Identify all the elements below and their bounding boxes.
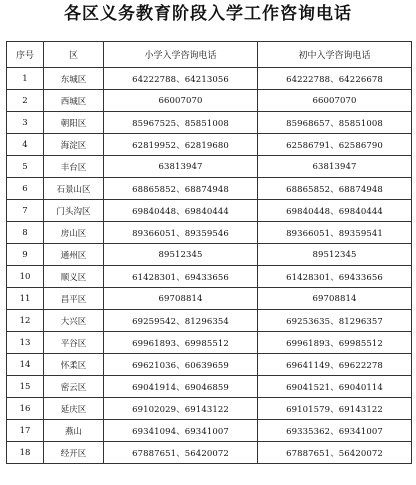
table-row	[7, 112, 412, 134]
table-row	[7, 200, 412, 222]
junior-school-phone: 69253635、81296357	[258, 310, 412, 332]
row-number: 17	[7, 420, 44, 442]
junior-school-phone: 69041521、69040114	[258, 376, 412, 398]
column-header-number: 序号	[7, 42, 44, 68]
primary-school-phone: 69341094、69341007	[104, 420, 258, 442]
junior-school-phone: 68865852、68874948	[258, 178, 412, 200]
junior-school-phone: 69101579、69143122	[258, 398, 412, 420]
table-row	[7, 156, 412, 178]
district-name: 密云区	[44, 376, 104, 398]
junior-school-phone: 69840448、69840444	[258, 200, 412, 222]
primary-school-phone: 63813947	[104, 156, 258, 178]
table-row	[7, 398, 412, 420]
primary-school-phone: 68865852、68874948	[104, 178, 258, 200]
row-number: 12	[7, 310, 44, 332]
row-number: 14	[7, 354, 44, 376]
table-row	[7, 90, 412, 112]
table-row	[7, 332, 412, 354]
junior-school-phone: 66007070	[258, 90, 412, 112]
district-name: 西城区	[44, 90, 104, 112]
table-row	[7, 266, 412, 288]
row-number: 9	[7, 244, 44, 266]
primary-school-phone: 62819952、62819680	[104, 134, 258, 156]
primary-school-phone: 69041914、69046859	[104, 376, 258, 398]
junior-school-phone: 61428301、69433656	[258, 266, 412, 288]
district-name: 东城区	[44, 68, 104, 90]
row-number: 6	[7, 178, 44, 200]
page-title: 各区义务教育阶段入学工作咨询电话	[64, 4, 352, 24]
row-number: 13	[7, 332, 44, 354]
primary-school-phone: 89366051、89359546	[104, 222, 258, 244]
district-name: 燕山	[44, 420, 104, 442]
district-name: 经开区	[44, 442, 104, 464]
district-name: 怀柔区	[44, 354, 104, 376]
table-row	[7, 310, 412, 332]
table-row	[7, 354, 412, 376]
table-row	[7, 68, 412, 90]
primary-school-phone: 69840448、69840444	[104, 200, 258, 222]
junior-school-phone: 69961893、69985512	[258, 332, 412, 354]
table-row	[7, 376, 412, 398]
primary-school-phone: 69259542、81296354	[104, 310, 258, 332]
primary-school-phone: 69708814	[104, 288, 258, 310]
district-name: 房山区	[44, 222, 104, 244]
district-name: 昌平区	[44, 288, 104, 310]
table-header-row	[7, 42, 412, 68]
district-name: 朝阳区	[44, 112, 104, 134]
primary-school-phone: 66007070	[104, 90, 258, 112]
junior-school-phone: 69335362、69341007	[258, 420, 412, 442]
junior-school-phone: 69641149、69622278	[258, 354, 412, 376]
junior-school-phone: 64222788、64226678	[258, 68, 412, 90]
column-header-primary-phone: 小学入学咨询电话	[104, 42, 258, 68]
column-header-district: 区	[44, 42, 104, 68]
junior-school-phone: 67887651、56420072	[258, 442, 412, 464]
junior-school-phone: 85968657、85851008	[258, 112, 412, 134]
district-name: 海淀区	[44, 134, 104, 156]
district-name: 丰台区	[44, 156, 104, 178]
primary-school-phone: 85967525、85851008	[104, 112, 258, 134]
table-row	[7, 134, 412, 156]
primary-school-phone: 69961893、69985512	[104, 332, 258, 354]
row-number: 8	[7, 222, 44, 244]
junior-school-phone: 89366051、89359541	[258, 222, 412, 244]
column-header-junior-phone: 初中入学咨询电话	[258, 42, 412, 68]
table-row	[7, 222, 412, 244]
junior-school-phone: 63813947	[258, 156, 412, 178]
table-row	[7, 178, 412, 200]
junior-school-phone: 89512345	[258, 244, 412, 266]
table-row	[7, 420, 412, 442]
row-number: 18	[7, 442, 44, 464]
row-number: 3	[7, 112, 44, 134]
primary-school-phone: 61428301、69433656	[104, 266, 258, 288]
district-name: 大兴区	[44, 310, 104, 332]
table-row	[7, 442, 412, 464]
row-number: 4	[7, 134, 44, 156]
district-name: 门头沟区	[44, 200, 104, 222]
primary-school-phone: 69621036、60639659	[104, 354, 258, 376]
row-number: 7	[7, 200, 44, 222]
primary-school-phone: 69102029、69143122	[104, 398, 258, 420]
primary-school-phone: 67887651、56420072	[104, 442, 258, 464]
table-row	[7, 244, 412, 266]
junior-school-phone: 62586791、62586790	[258, 134, 412, 156]
district-name: 延庆区	[44, 398, 104, 420]
row-number: 2	[7, 90, 44, 112]
row-number: 5	[7, 156, 44, 178]
contact-table	[6, 41, 412, 464]
row-number: 1	[7, 68, 44, 90]
row-number: 16	[7, 398, 44, 420]
row-number: 15	[7, 376, 44, 398]
primary-school-phone: 64222788、64213056	[104, 68, 258, 90]
primary-school-phone: 89512345	[104, 244, 258, 266]
district-name: 顺义区	[44, 266, 104, 288]
row-number: 11	[7, 288, 44, 310]
junior-school-phone: 69708814	[258, 288, 412, 310]
table-row	[7, 288, 412, 310]
table-body	[7, 68, 412, 464]
district-name: 平谷区	[44, 332, 104, 354]
district-name: 石景山区	[44, 178, 104, 200]
row-number: 10	[7, 266, 44, 288]
district-name: 通州区	[44, 244, 104, 266]
